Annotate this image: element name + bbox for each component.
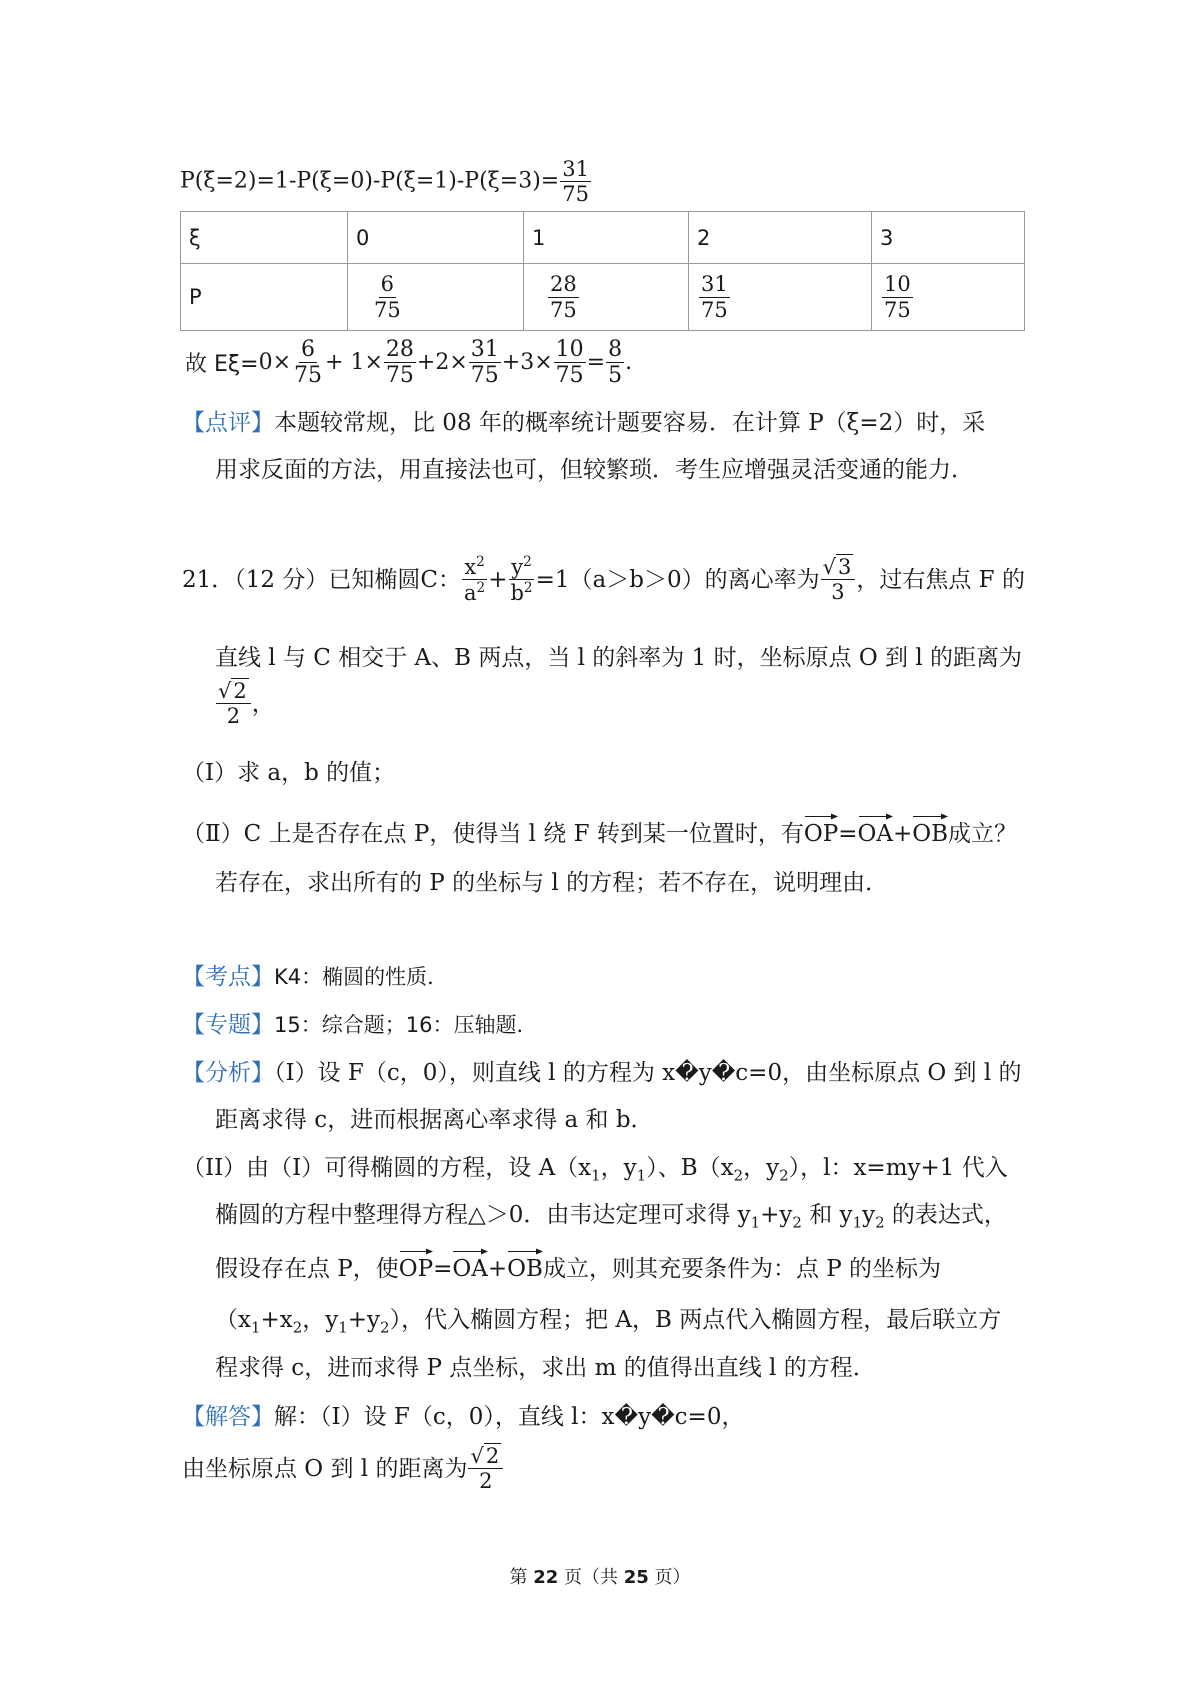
vector-ob: OB <box>912 815 948 849</box>
table-cell <box>524 264 689 331</box>
question-21-part-1: （Ⅰ）求 a，b 的值； <box>182 760 396 786</box>
fenxi-line-2: 距离求得 c，进而根据离心率求得 a 和 b． <box>215 1107 654 1133</box>
fenxi-line-7: 程求得 c，进而求得 P 点坐标，求出 m 的值得出直线 l 的方程． <box>215 1355 876 1381</box>
table-row <box>181 264 1025 331</box>
kaodian: 【考点】K4：椭圆的性质． <box>182 964 449 990</box>
table-cell <box>348 264 524 331</box>
prob-fraction: $\frac{28}{75}$ <box>550 272 577 322</box>
comment-tag: 【点评】 <box>182 410 274 436</box>
fraction: $\frac{6}{75}$ <box>294 337 323 389</box>
question-21-part-2: （Ⅱ）C 上是否存在点 P，使得当 l 绕 F 转到某一位置时，有 OP = OA + OB 成立？ <box>182 815 1017 849</box>
fraction: $\frac{√2}{2}$ <box>468 1445 503 1492</box>
expectation-formula: 故 Eξ= 0× $\frac{6}{75}$ + 1× $\frac{28}{75}$ +2× $\frac{31}{75}$ +3× $\frac{10}{75}$ = $\frac{8}{5}$ . <box>185 337 633 389</box>
page-footer: 第 22 页（共 25 页） <box>509 1567 691 1588</box>
table-header-cell: ξ <box>181 212 348 264</box>
vector-op: OP <box>399 1250 433 1284</box>
fraction: $\frac{28}{75}$ <box>385 337 414 389</box>
table-row-label: P <box>181 264 348 331</box>
comment-line-2: 用求反面的方法，用直接法也可，但较繁琐．考生应增强灵活变通的能力． <box>215 457 974 483</box>
fraction: $\frac{10}{75}$ <box>555 337 584 389</box>
vector-ob: OB <box>507 1250 543 1284</box>
table-header-cell: 2 <box>689 212 872 264</box>
fraction: $\frac{31}{75}$ <box>470 337 499 389</box>
table-header-cell: 0 <box>348 212 524 264</box>
zhuanti: 【专题】15：综合题；16：压轴题． <box>182 1012 538 1038</box>
prob-fraction: $\frac{31}{75}$ <box>701 272 728 322</box>
prob-fraction: $\frac{10}{75}$ <box>884 272 911 322</box>
fraction: $\frac{8}{5}$ <box>608 337 623 389</box>
fenxi-line-1: 【分析】（I）设 F（c，0），则直线 l 的方程为 x�y�c=0，由坐标原点 O 到 l 的 <box>182 1060 1022 1086</box>
prob-fraction: $\frac{6}{75}$ <box>374 272 401 322</box>
fraction: $\frac{√2}{2}$ <box>216 680 251 727</box>
fenxi-line-3: （II）由（I）可得椭圆的方程，设 $A(x_1$，$y_1$）、$B(x_2$，$y_2$），l：x=my+1 代入 <box>182 1155 1008 1185</box>
distance-fraction: $\frac{√2}{2}$ ， <box>218 679 275 729</box>
jieda-line-1: 【解答】解：（I）设 F（c，0），直线 l：x�y�c=0， <box>182 1404 745 1430</box>
p2-fraction: $\frac{31}{75}$ <box>562 157 589 207</box>
distribution-table <box>180 211 1025 331</box>
vector-op: OP <box>804 815 838 849</box>
fraction: $\frac{x^2}{a^2}$ <box>463 554 486 606</box>
table-cell <box>689 264 872 331</box>
table-cell <box>872 264 1025 331</box>
fenxi-line-4: 椭圆的方程中整理得方程△＞0．由韦达定理可求得 $y_1+y_2$ 和 $y_1y_2$ 的表达式， <box>215 1202 1007 1232</box>
fraction: $\frac{√3}{3}$ <box>821 556 856 603</box>
vector-oa: OA <box>858 815 893 849</box>
vector-oa: OA <box>452 1250 487 1284</box>
table-row <box>181 212 1025 264</box>
table-header-cell: 3 <box>872 212 1025 264</box>
question-21-part-2-line-2: 若存在，求出所有的 P 的坐标与 l 的方程；若不存在，说明理由． <box>215 870 889 896</box>
fraction: $\frac{y^2}{b^2}$ <box>510 554 533 606</box>
fenxi-line-5: 假设存在点 P，使 OP = OA + OB 成立，则其充要条件为：点 P 的坐标为 <box>215 1250 941 1284</box>
question-21-line-1: 21．（12 分）已知椭圆 C： $\frac{x^2}{a^2}$ + $\frac{y^2}{b^2}$ =1（a＞b＞0） 的离心率为 $\frac{√3}{3}$ ，过右焦点 F 的 <box>182 554 1025 606</box>
table-header-cell: 1 <box>524 212 689 264</box>
jieda-line-2: 由坐标原点 O 到 l 的距离为 $\frac{√2}{2}$ <box>182 1445 504 1492</box>
p2-formula: P(ξ=2)=1-P(ξ=0)-P(ξ=1)-P(ξ=3)= $\frac{31}{75}$ <box>180 157 589 207</box>
fenxi-line-6: （$x_1+x_2$，$y_1+y_2$），代入椭圆方程；把 A，B 两点代入椭圆方程，最后联立方 <box>215 1307 1002 1337</box>
question-21-line-2: 直线 l 与 C 相交于 A、B 两点，当 l 的斜率为 1 时，坐标原点 O 到 l 的距离为 <box>215 645 1023 671</box>
comment-line-1: 【点评】本题较常规，比 08 年的概率统计题要容易．在计算 P（ξ=2）时，采 <box>182 410 986 436</box>
